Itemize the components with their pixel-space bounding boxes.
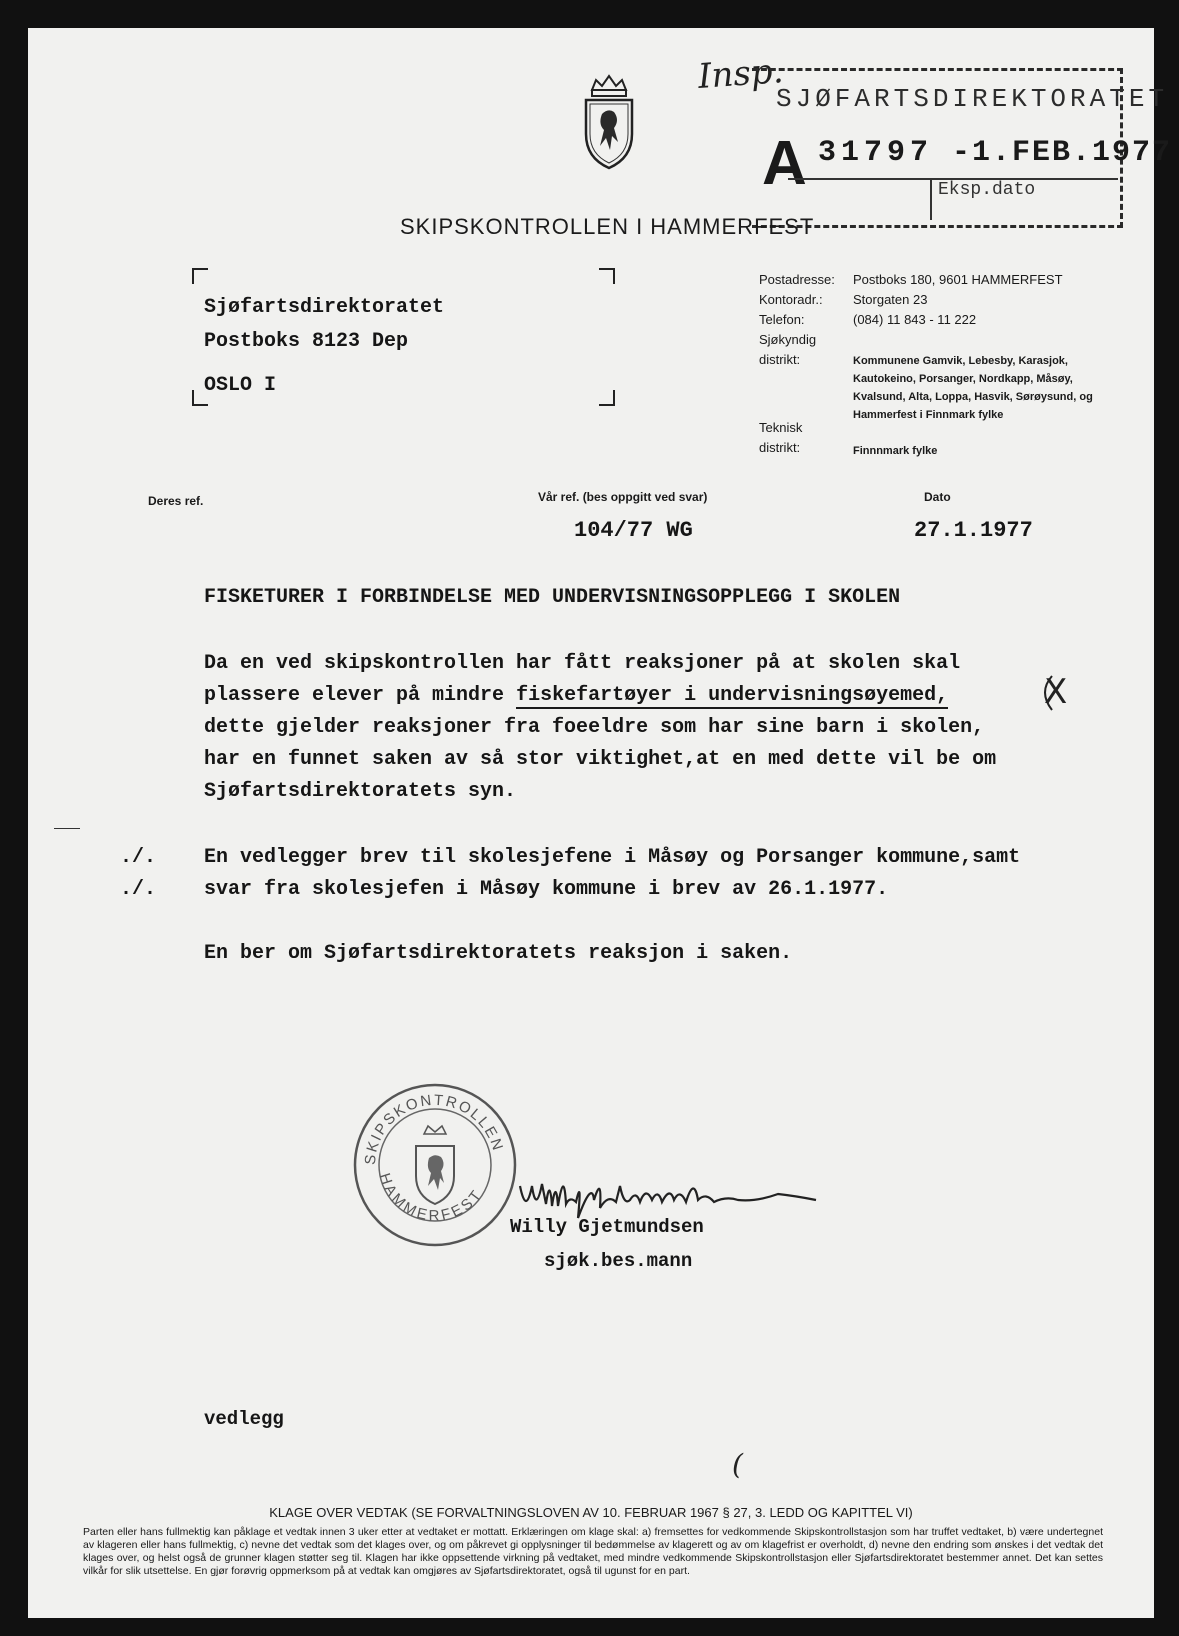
address-bracket-tl <box>192 268 208 284</box>
deres-ref-label: Deres ref. <box>148 494 204 508</box>
recipient-city: OSLO I <box>204 374 277 397</box>
distrikt-label: distrikt: <box>759 352 801 367</box>
subject-line: FISKETURER I FORBINDELSE MED UNDERVISNINGSOPPLEGG I SKOLEN <box>204 586 901 609</box>
stamp-exp-label: Eksp.dato <box>938 180 1036 200</box>
coat-of-arms-icon <box>578 72 640 172</box>
footer-title: KLAGE OVER VEDTAK (SE FORVALTNINGSLOVEN AV 10. FEBRUAR 1967 § 27, 3. LEDD OG KAPITTEL VI) <box>269 1505 913 1520</box>
teknisk-label: Teknisk <box>759 420 803 435</box>
stamp-letter: A <box>762 129 807 198</box>
address-bracket-tr <box>599 268 615 284</box>
handwritten-initial: Insp. <box>696 51 785 97</box>
signer-name: Willy Gjetmundsen <box>510 1216 704 1238</box>
teknisk-distrikt-label: distrikt: <box>759 440 801 455</box>
sjokyndig-line-2: Kautokeino, Porsanger, Nordkapp, Måsøy, <box>853 373 1073 385</box>
body-p1-line-2-start: plassere elever på mindre <box>204 684 517 707</box>
body-p3: En ber om Sjøfartsdirektoratets reaksjon i saken. <box>204 942 793 965</box>
enclosure-label: vedlegg <box>204 1408 284 1430</box>
recipient-pobox: Postboks 8123 Dep <box>204 330 409 353</box>
recipient-name: Sjøfartsdirektoratet <box>204 296 445 319</box>
seal-text-bottom: HAMMERFEST <box>375 1171 487 1225</box>
stamp-divider-vertical <box>930 178 932 220</box>
teknisk-value: Finnnmark fylke <box>853 445 938 457</box>
handwritten-bracket-icon <box>1032 674 1056 712</box>
body-p1-line-1: Da en ved skipskontrollen har fått reaksjoner på at skolen skal <box>204 652 961 675</box>
body-p1-line-4: har en funnet saken av så stor viktighet,at en med dette vil be om <box>204 748 997 771</box>
sjokyndig-line-1: Kommunene Gamvik, Lebesby, Karasjok, <box>853 355 1068 367</box>
seal-text-top: SKIPSKONTROLLEN <box>361 1091 507 1166</box>
kontoradr-value: Storgaten 23 <box>853 292 928 307</box>
postadresse-value: Postboks 180, 9601 HAMMERFEST <box>853 272 1063 287</box>
attachment-marker-2: ./. <box>120 878 157 901</box>
letter-page <box>28 28 1173 1618</box>
telefon-label: Telefon: <box>759 312 805 327</box>
dato-label: Dato <box>924 490 951 504</box>
body-p1-line-2 <box>204 684 948 707</box>
stamp-header-text: SJØFARTSDIREKTORATET <box>776 84 1169 114</box>
signer-title: sjøk.bes.mann <box>544 1250 693 1272</box>
postadresse-label: Postadresse: <box>759 272 835 287</box>
organization-title: SKIPSKONTROLLEN I HAMMERFEST <box>400 214 815 239</box>
sjokyndig-line-3: Kvalsund, Alta, Loppa, Hasvik, Sørøysund, og <box>853 391 1093 403</box>
footer-legal-text: Parten eller hans fullmektig kan påklage et vedtak innen 3 uker etter at vedtaket er mottatt. Erklæringen om klage skal: a) fremsettes for vedkommende Skipskontrollstasjon som har truffet vedtaket, b) være undertegnet av klageren eller hans fullmektig, c) nevne det vedtak som det klages over, og om påkrevet gi opplysninger til bedømmelse av klagerett og av om klagefrist er overholdt, d) nevne den endring som ønskes i det vedtak det klages over, og helst også de grunner klagen støtter seg til. Klagen har ikke oppsettende virkning på vedtaket, med mindre vedkommende Skipskontrollstasjon eller Sjøfartsdirektoratet bestemmer annet. Det kan settes vilkår for slik utsettelse. En gjør forøvrig oppmerksom på at vedtak kan omgjøres av Sjøfartsdirektoratet, også til ugunst for en part. <box>83 1526 1103 1577</box>
body-p2-line-2: svar fra skolesjefen i Måsøy kommune i brev av 26.1.1977. <box>204 878 889 901</box>
body-p1-line-5: Sjøfartsdirektoratets syn. <box>204 780 517 803</box>
attachment-marker-1: ./. <box>120 846 157 869</box>
handwritten-check-mark: X <box>1044 672 1068 712</box>
telefon-value: (084) 11 843 - 11 222 <box>853 312 977 327</box>
var-ref-label: Vår ref. (bes oppgitt ved svar) <box>538 490 708 504</box>
sjokyndig-label: Sjøkyndig <box>759 332 817 347</box>
address-bracket-br <box>599 390 615 406</box>
kontoradr-label: Kontoradr.: <box>759 292 823 307</box>
stamp-date: -1.FEB.1977 <box>952 136 1173 170</box>
stamp-number: 31797 <box>818 136 934 170</box>
var-ref-value: 104/77 WG <box>574 518 693 543</box>
official-seal-icon <box>350 1080 520 1250</box>
body-p1-line-3: dette gjelder reaksjoner fra foeeldre som har sine barn i skolen, <box>204 716 985 739</box>
body-p2-line-1: En vedlegger brev til skolesjefene i Måsøy og Porsanger kommune,samt <box>204 846 1021 869</box>
handwritten-mark: ( <box>732 1448 743 1481</box>
margin-mark <box>54 828 80 829</box>
sjokyndig-line-4: Hammerfest i Finnmark fylke <box>853 409 1004 421</box>
body-p1-underlined-phrase: fiskefartøyer i undervisningsøyemed, <box>516 684 949 707</box>
dato-value: 27.1.1977 <box>914 518 1033 543</box>
